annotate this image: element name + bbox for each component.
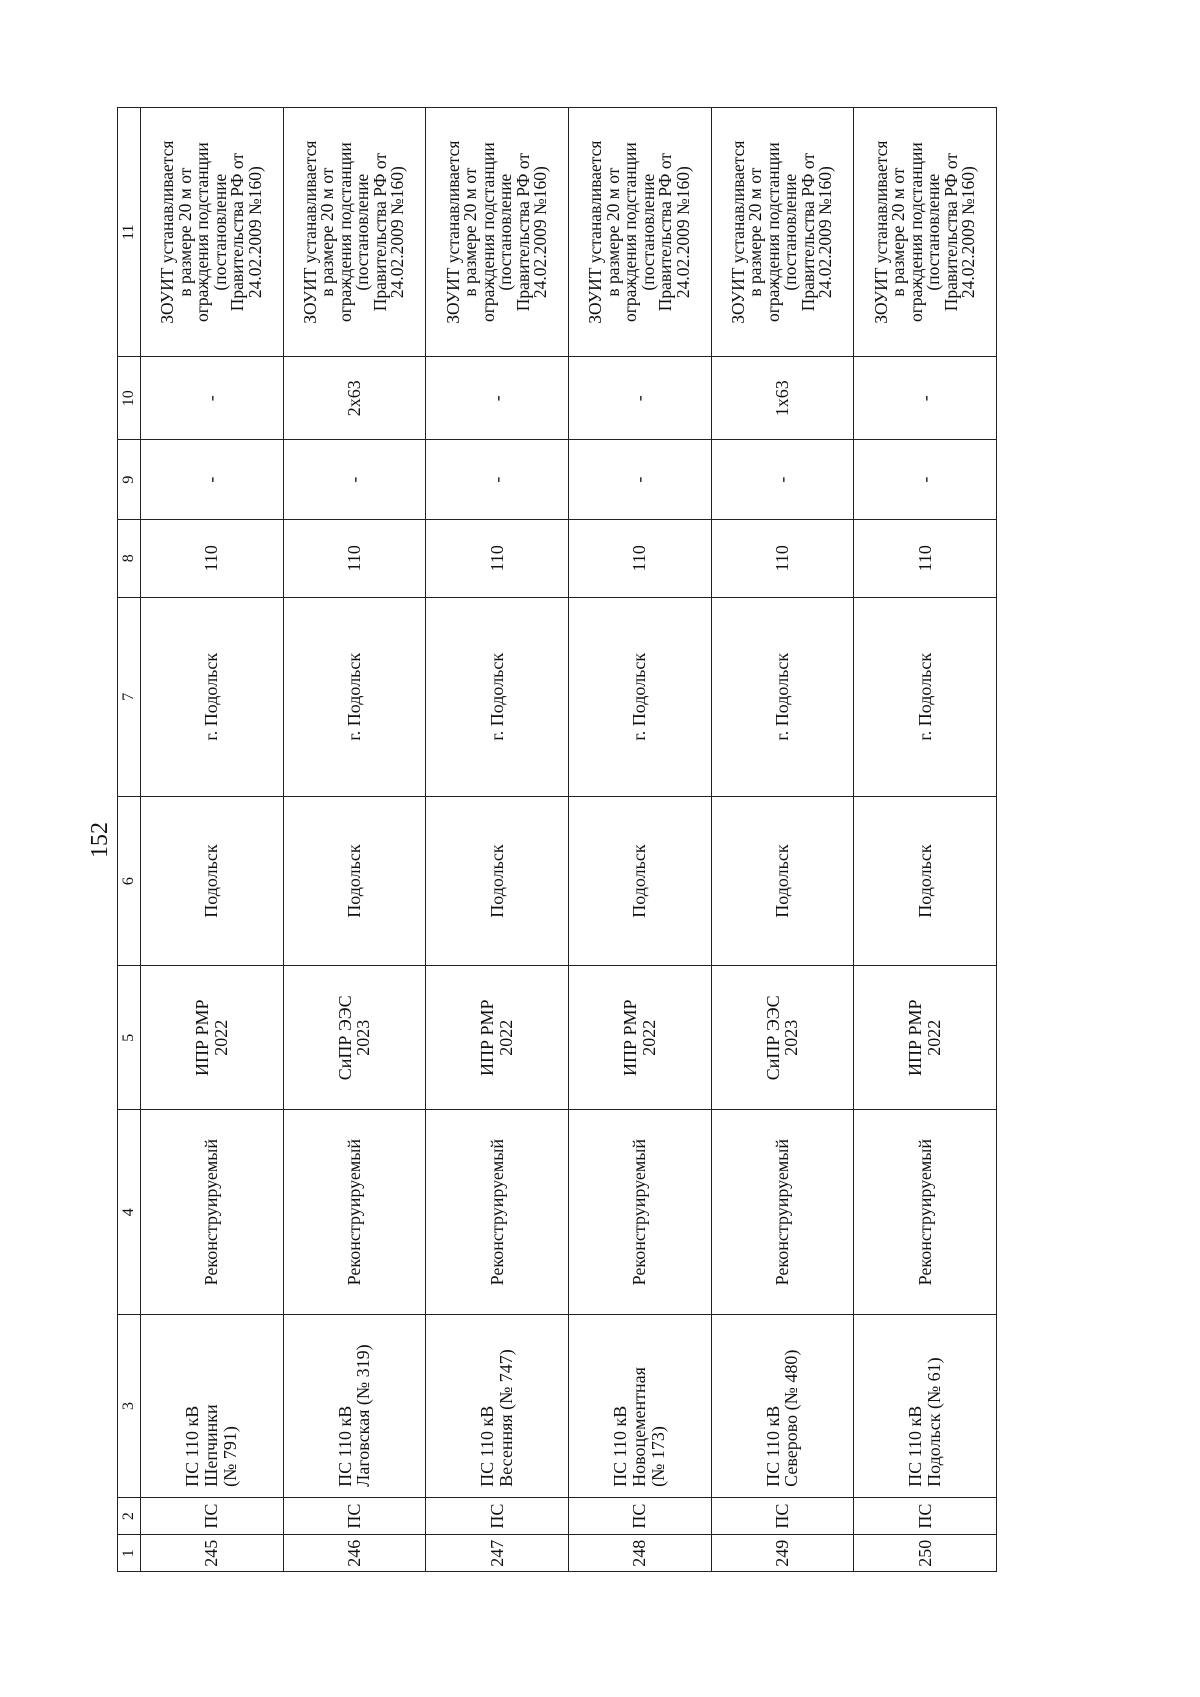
cell-line: в размере 20 м от <box>317 167 338 297</box>
table-row <box>426 108 569 1572</box>
cell-line: Правительства РФ от <box>797 152 818 312</box>
column-9-value-cell: - <box>141 440 284 520</box>
column-header-6: 6 <box>118 796 141 965</box>
cell-line: (постановление <box>209 173 230 291</box>
cell-line: ПС 110 кВ <box>477 1405 498 1487</box>
source-document-cell <box>426 966 569 1110</box>
cell-line: ИПР РМР <box>191 999 212 1077</box>
page-number: 152 <box>86 822 113 858</box>
column-header-4: 4 <box>118 1110 141 1315</box>
locality-cell: г. Подольск <box>854 597 997 796</box>
cell-line: в размере 20 м от <box>602 167 623 297</box>
cell-line: Шепчинки <box>201 1404 222 1487</box>
cell-line: 24.02.2009 №160) <box>387 166 408 299</box>
voltage-cell: 110 <box>141 520 284 598</box>
cell-line: ограждения подстанции <box>334 142 355 322</box>
object-type-cell: ПС <box>141 1497 284 1535</box>
transformer-capacity-cell: - <box>426 357 569 440</box>
table-row <box>711 108 854 1572</box>
cell-line: Правительства РФ от <box>655 152 676 312</box>
cell-line: ограждения подстанции <box>762 142 783 322</box>
cell-line: Новоцементная <box>629 1367 650 1487</box>
district-cell: Подольск <box>141 796 284 965</box>
column-header-10: 10 <box>118 357 141 440</box>
table-row <box>854 108 997 1572</box>
cell-line: Северово (№ 480) <box>781 1349 802 1487</box>
district-cell: Подольск <box>711 796 854 965</box>
cell-line: в размере 20 м от <box>460 167 481 297</box>
cell-line: 2022 <box>496 1019 517 1056</box>
object-name-cell <box>426 1315 569 1498</box>
object-type-cell: ПС <box>854 1497 997 1535</box>
object-type-cell: ПС <box>568 1497 711 1535</box>
cell-line: в размере 20 м от <box>745 167 766 297</box>
protection-zone-note-cell <box>711 108 854 357</box>
row-number-cell: 245 <box>141 1535 284 1572</box>
object-status-cell: Реконструируемый <box>426 1110 569 1315</box>
object-type-cell: ПС <box>426 1497 569 1535</box>
locality-cell: г. Подольск <box>141 597 284 796</box>
cell-line: 24.02.2009 №160) <box>815 166 836 299</box>
cell-line: ограждения подстанции <box>905 142 926 322</box>
column-header-2: 2 <box>118 1497 141 1535</box>
object-status-cell: Реконструируемый <box>283 1110 426 1315</box>
cell-line: ЗОУИТ устанавливается <box>157 140 178 324</box>
protection-zone-note-cell <box>568 108 711 357</box>
cell-line: 24.02.2009 №160) <box>244 166 265 299</box>
cell-line: ограждения подстанции <box>477 142 498 322</box>
cell-line: ПС 110 кВ <box>762 1405 783 1487</box>
table-body <box>141 108 997 1572</box>
object-type-cell: ПС <box>711 1497 854 1535</box>
locality-cell: г. Подольск <box>711 597 854 796</box>
voltage-cell: 110 <box>854 520 997 598</box>
cell-line: ИПР РМР <box>619 999 640 1077</box>
column-header-3: 3 <box>118 1315 141 1498</box>
transformer-capacity-cell: - <box>854 357 997 440</box>
cell-line: (постановление <box>637 173 658 291</box>
cell-line: ЗОУИТ устанавливается <box>727 140 748 324</box>
transformer-capacity-cell: 2х63 <box>283 357 426 440</box>
column-9-value-cell: - <box>854 440 997 520</box>
object-status-cell: Реконструируемый <box>711 1110 854 1315</box>
protection-zone-note-cell <box>141 108 284 357</box>
cell-line: Подольск (№ 61) <box>924 1357 945 1487</box>
cell-line: ПС 110 кВ <box>610 1405 631 1487</box>
source-document-cell <box>711 966 854 1110</box>
transformer-capacity-cell: 1х63 <box>711 357 854 440</box>
source-document-cell <box>854 966 997 1110</box>
object-name-cell <box>141 1315 284 1498</box>
row-number-cell: 250 <box>854 1535 997 1572</box>
cell-line: ограждения подстанции <box>192 142 213 322</box>
voltage-cell: 110 <box>711 520 854 598</box>
district-cell: Подольск <box>283 796 426 965</box>
cell-line: ИПР РМР <box>477 999 498 1077</box>
cell-line: в размере 20 м от <box>888 167 909 297</box>
district-cell: Подольск <box>568 796 711 965</box>
cell-line: Правительства РФ от <box>369 152 390 312</box>
cell-line: 2022 <box>210 1019 231 1056</box>
locality-cell: г. Подольск <box>283 597 426 796</box>
cell-line: Правительства РФ от <box>512 152 533 312</box>
protection-zone-note-cell <box>426 108 569 357</box>
cell-line: ПС 110 кВ <box>334 1405 355 1487</box>
column-9-value-cell: - <box>283 440 426 520</box>
object-status-cell: Реконструируемый <box>854 1110 997 1315</box>
cell-line: 2022 <box>924 1019 945 1056</box>
cell-line: (постановление <box>495 173 516 291</box>
cell-line: ИПР РМР <box>905 999 926 1077</box>
cell-line: 24.02.2009 №160) <box>672 166 693 299</box>
cell-line: (постановление <box>923 173 944 291</box>
column-9-value-cell: - <box>711 440 854 520</box>
table-row <box>141 108 284 1572</box>
cell-line: (№ 173) <box>648 1426 669 1487</box>
transformer-capacity-cell: - <box>141 357 284 440</box>
column-header-5: 5 <box>118 966 141 1110</box>
column-header-11: 11 <box>118 108 141 357</box>
object-status-cell: Реконструируемый <box>568 1110 711 1315</box>
cell-line: ЗОУИТ устанавливается <box>299 140 320 324</box>
locality-cell: г. Подольск <box>426 597 569 796</box>
cell-line: Правительства РФ от <box>940 152 961 312</box>
cell-line: Весенняя (№ 747) <box>496 1349 517 1487</box>
row-number-cell: 247 <box>426 1535 569 1572</box>
district-cell: Подольск <box>426 796 569 965</box>
cell-line: ограждения подстанции <box>620 142 641 322</box>
column-header-7: 7 <box>118 597 141 796</box>
column-header-8: 8 <box>118 520 141 598</box>
cell-line: ЗОУИТ устанавливается <box>585 140 606 324</box>
table-row <box>283 108 426 1572</box>
header-row <box>118 108 141 1572</box>
locality-cell: г. Подольск <box>568 597 711 796</box>
column-9-value-cell: - <box>426 440 569 520</box>
cell-line: Правительства РФ от <box>227 152 248 312</box>
table-row <box>568 108 711 1572</box>
protection-zone-note-cell <box>854 108 997 357</box>
district-cell: Подольск <box>854 796 997 965</box>
row-number-cell: 246 <box>283 1535 426 1572</box>
cell-line: ЗОУИТ устанавливается <box>442 140 463 324</box>
rotated-table-wrapper <box>117 107 997 1572</box>
cell-line: 2023 <box>781 1019 802 1056</box>
column-9-value-cell: - <box>568 440 711 520</box>
source-document-cell <box>283 966 426 1110</box>
cell-line: 2023 <box>353 1019 374 1056</box>
object-name-cell <box>854 1315 997 1498</box>
voltage-cell: 110 <box>426 520 569 598</box>
cell-line: Лаговская (№ 319) <box>353 1344 374 1487</box>
object-name-cell <box>711 1315 854 1498</box>
voltage-cell: 110 <box>568 520 711 598</box>
row-number-cell: 248 <box>568 1535 711 1572</box>
row-number-cell: 249 <box>711 1535 854 1572</box>
source-document-cell <box>568 966 711 1110</box>
object-name-cell <box>283 1315 426 1498</box>
cell-line: (№ 791) <box>220 1426 241 1487</box>
column-header-1: 1 <box>118 1535 141 1572</box>
protection-zone-note-cell <box>283 108 426 357</box>
cell-line: СиПР ЭЭС <box>334 995 355 1081</box>
cell-line: СиПР ЭЭС <box>762 995 783 1081</box>
object-name-cell <box>568 1315 711 1498</box>
voltage-cell: 110 <box>283 520 426 598</box>
object-status-cell: Реконструируемый <box>141 1110 284 1315</box>
cell-line: (постановление <box>780 173 801 291</box>
cell-line: (постановление <box>352 173 373 291</box>
cell-line: ПС 110 кВ <box>182 1405 203 1487</box>
substation-table <box>117 107 997 1572</box>
cell-line: 2022 <box>638 1019 659 1056</box>
source-document-cell <box>141 966 284 1110</box>
object-type-cell: ПС <box>283 1497 426 1535</box>
cell-line: ЗОУИТ устанавливается <box>870 140 891 324</box>
cell-line: ПС 110 кВ <box>905 1405 926 1487</box>
cell-line: 24.02.2009 №160) <box>530 166 551 299</box>
cell-line: 24.02.2009 №160) <box>958 166 979 299</box>
column-header-9: 9 <box>118 440 141 520</box>
transformer-capacity-cell: - <box>568 357 711 440</box>
cell-line: в размере 20 м от <box>174 167 195 297</box>
